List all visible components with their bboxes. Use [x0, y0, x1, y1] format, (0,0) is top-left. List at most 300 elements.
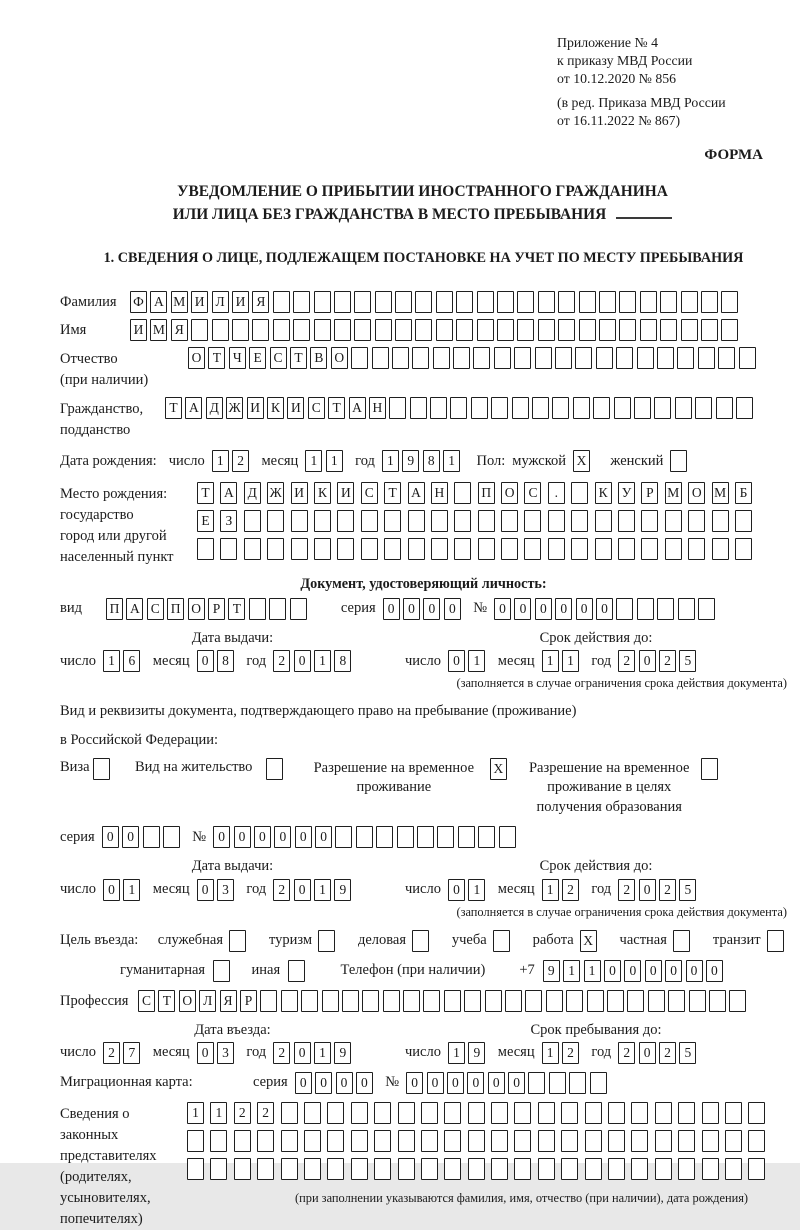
char-cell[interactable]: 0	[122, 826, 139, 848]
char-cell[interactable]	[354, 319, 371, 341]
char-cell[interactable]	[392, 347, 409, 369]
char-cell[interactable]	[678, 1102, 695, 1124]
char-cell[interactable]	[471, 397, 488, 419]
char-cell[interactable]: 0	[444, 598, 461, 620]
char-cell[interactable]	[468, 1158, 485, 1180]
char-cell[interactable]: 0	[336, 1072, 353, 1094]
char-cell[interactable]: 1	[103, 650, 120, 672]
char-cell[interactable]	[423, 990, 440, 1012]
char-cell[interactable]: 1	[468, 650, 485, 672]
char-cell[interactable]	[493, 930, 510, 952]
char-cell[interactable]	[273, 291, 290, 313]
char-cell[interactable]	[716, 397, 733, 419]
char-cell[interactable]	[725, 1158, 742, 1180]
char-cell[interactable]	[677, 347, 694, 369]
char-cell[interactable]	[655, 1130, 672, 1152]
char-cell[interactable]	[660, 291, 677, 313]
char-cell[interactable]	[485, 990, 502, 1012]
char-cell[interactable]	[538, 1130, 555, 1152]
char-cell[interactable]: 1	[542, 1042, 559, 1064]
char-cell[interactable]	[395, 319, 412, 341]
char-cell[interactable]: И	[291, 482, 308, 504]
char-cell[interactable]	[619, 319, 636, 341]
char-cell[interactable]	[468, 1130, 485, 1152]
char-cell[interactable]	[210, 1158, 227, 1180]
char-cell[interactable]	[575, 347, 592, 369]
char-cell[interactable]: 1	[123, 879, 140, 901]
char-cell[interactable]	[561, 1158, 578, 1180]
char-cell[interactable]	[491, 397, 508, 419]
char-cell[interactable]: П	[167, 598, 184, 620]
char-cell[interactable]	[607, 990, 624, 1012]
char-cell[interactable]	[599, 291, 616, 313]
char-cell[interactable]: С	[147, 598, 164, 620]
char-cell[interactable]	[314, 510, 331, 532]
char-cell[interactable]	[608, 1158, 625, 1180]
char-cell[interactable]	[514, 347, 531, 369]
char-cell[interactable]	[327, 1102, 344, 1124]
char-cell[interactable]	[665, 538, 682, 560]
char-cell[interactable]: И	[337, 482, 354, 504]
char-cell[interactable]	[648, 990, 665, 1012]
char-cell[interactable]	[415, 291, 432, 313]
char-cell[interactable]	[468, 1102, 485, 1124]
char-cell[interactable]	[593, 397, 610, 419]
char-cell[interactable]	[477, 319, 494, 341]
char-cell[interactable]	[561, 1102, 578, 1124]
char-cell[interactable]	[641, 538, 658, 560]
char-cell[interactable]	[444, 1130, 461, 1152]
char-cell[interactable]	[637, 598, 654, 620]
char-cell[interactable]	[376, 826, 393, 848]
char-cell[interactable]	[431, 510, 448, 532]
char-cell[interactable]: 0	[197, 1042, 214, 1064]
char-cell[interactable]	[212, 319, 229, 341]
char-cell[interactable]	[525, 990, 542, 1012]
char-cell[interactable]: Р	[208, 598, 225, 620]
char-cell[interactable]: 8	[423, 450, 440, 472]
char-cell[interactable]: 0	[448, 650, 465, 672]
char-cell[interactable]	[548, 510, 565, 532]
char-cell[interactable]: 8	[217, 650, 234, 672]
char-cell[interactable]	[281, 990, 298, 1012]
char-cell[interactable]	[595, 538, 612, 560]
char-cell[interactable]: 9	[402, 450, 419, 472]
char-cell[interactable]	[314, 291, 331, 313]
char-cell[interactable]: Ж	[267, 482, 284, 504]
char-cell[interactable]	[571, 510, 588, 532]
char-cell[interactable]	[281, 1130, 298, 1152]
char-cell[interactable]	[561, 1130, 578, 1152]
char-cell[interactable]	[681, 291, 698, 313]
char-cell[interactable]	[654, 397, 671, 419]
char-cell[interactable]	[337, 538, 354, 560]
char-cell[interactable]: 0	[508, 1072, 525, 1094]
char-cell[interactable]	[735, 538, 752, 560]
char-cell[interactable]	[398, 1102, 415, 1124]
char-cell[interactable]: Р	[240, 990, 257, 1012]
char-cell[interactable]	[590, 1072, 607, 1094]
char-cell[interactable]: Т	[328, 397, 345, 419]
char-cell[interactable]: 0	[295, 826, 312, 848]
char-cell[interactable]	[244, 510, 261, 532]
char-cell[interactable]	[501, 538, 518, 560]
char-cell[interactable]	[538, 319, 555, 341]
char-cell[interactable]	[538, 1158, 555, 1180]
char-cell[interactable]: П	[106, 598, 123, 620]
char-cell[interactable]	[234, 1158, 251, 1180]
char-cell[interactable]: 0	[294, 1042, 311, 1064]
char-cell[interactable]: Т	[208, 347, 225, 369]
char-cell[interactable]	[655, 1102, 672, 1124]
char-cell[interactable]	[453, 347, 470, 369]
char-cell[interactable]: 1	[314, 650, 331, 672]
char-cell[interactable]	[304, 1130, 321, 1152]
char-cell[interactable]: Н	[369, 397, 386, 419]
char-cell[interactable]	[514, 1102, 531, 1124]
char-cell[interactable]	[187, 1130, 204, 1152]
char-cell[interactable]: 0	[213, 826, 230, 848]
char-cell[interactable]	[596, 347, 613, 369]
char-cell[interactable]: Р	[641, 482, 658, 504]
char-cell[interactable]	[398, 1130, 415, 1152]
char-cell[interactable]	[322, 990, 339, 1012]
char-cell[interactable]: 9	[334, 1042, 351, 1064]
char-cell[interactable]	[558, 319, 575, 341]
char-cell[interactable]: 1	[542, 879, 559, 901]
char-cell[interactable]	[436, 319, 453, 341]
char-cell[interactable]	[415, 319, 432, 341]
char-cell[interactable]	[342, 990, 359, 1012]
char-cell[interactable]	[93, 758, 110, 780]
char-cell[interactable]: 2	[618, 1042, 635, 1064]
char-cell[interactable]: К	[595, 482, 612, 504]
char-cell[interactable]: 1	[584, 960, 601, 982]
char-cell[interactable]: Т	[197, 482, 214, 504]
char-cell[interactable]: М	[171, 291, 188, 313]
char-cell[interactable]	[421, 1102, 438, 1124]
char-cell[interactable]: 0	[295, 1072, 312, 1094]
char-cell[interactable]	[417, 826, 434, 848]
char-cell[interactable]	[631, 1158, 648, 1180]
char-cell[interactable]	[249, 598, 266, 620]
char-cell[interactable]: Т	[384, 482, 401, 504]
char-cell[interactable]	[721, 319, 738, 341]
char-cell[interactable]	[257, 1158, 274, 1180]
char-cell[interactable]	[454, 510, 471, 532]
char-cell[interactable]	[395, 291, 412, 313]
char-cell[interactable]	[232, 319, 249, 341]
char-cell[interactable]: 0	[535, 598, 552, 620]
char-cell[interactable]	[444, 1158, 461, 1180]
char-cell[interactable]	[721, 291, 738, 313]
char-cell[interactable]: 0	[448, 879, 465, 901]
char-cell[interactable]	[374, 1158, 391, 1180]
char-cell[interactable]: Д	[244, 482, 261, 504]
char-cell[interactable]	[478, 538, 495, 560]
char-cell[interactable]	[293, 291, 310, 313]
char-cell[interactable]	[491, 1158, 508, 1180]
char-cell[interactable]: X	[573, 450, 590, 472]
char-cell[interactable]: Т	[158, 990, 175, 1012]
char-cell[interactable]: 1	[382, 450, 399, 472]
char-cell[interactable]	[524, 538, 541, 560]
char-cell[interactable]: 0	[234, 826, 251, 848]
char-cell[interactable]	[356, 826, 373, 848]
char-cell[interactable]: 0	[639, 1042, 656, 1064]
char-cell[interactable]	[497, 291, 514, 313]
char-cell[interactable]	[375, 291, 392, 313]
char-cell[interactable]	[191, 319, 208, 341]
char-cell[interactable]	[698, 598, 715, 620]
char-cell[interactable]	[512, 397, 529, 419]
char-cell[interactable]: Т	[290, 347, 307, 369]
char-cell[interactable]	[334, 291, 351, 313]
char-cell[interactable]	[267, 510, 284, 532]
char-cell[interactable]	[631, 1130, 648, 1152]
char-cell[interactable]	[288, 960, 305, 982]
char-cell[interactable]	[301, 990, 318, 1012]
char-cell[interactable]	[403, 990, 420, 1012]
char-cell[interactable]: 0	[596, 598, 613, 620]
char-cell[interactable]	[454, 482, 471, 504]
char-cell[interactable]	[361, 538, 378, 560]
char-cell[interactable]	[491, 1130, 508, 1152]
char-cell[interactable]: Ч	[229, 347, 246, 369]
char-cell[interactable]	[595, 510, 612, 532]
char-cell[interactable]: 1	[468, 879, 485, 901]
char-cell[interactable]	[736, 397, 753, 419]
char-cell[interactable]	[698, 347, 715, 369]
char-cell[interactable]	[458, 826, 475, 848]
char-cell[interactable]: 0	[197, 879, 214, 901]
char-cell[interactable]	[681, 319, 698, 341]
char-cell[interactable]: 1	[563, 960, 580, 982]
char-cell[interactable]	[351, 1130, 368, 1152]
char-cell[interactable]	[702, 1158, 719, 1180]
char-cell[interactable]: 0	[383, 598, 400, 620]
char-cell[interactable]	[702, 1130, 719, 1152]
char-cell[interactable]	[304, 1102, 321, 1124]
char-cell[interactable]: 0	[706, 960, 723, 982]
char-cell[interactable]	[454, 538, 471, 560]
char-cell[interactable]: 2	[257, 1102, 274, 1124]
char-cell[interactable]: 0	[494, 598, 511, 620]
char-cell[interactable]	[335, 826, 352, 848]
char-cell[interactable]	[398, 1158, 415, 1180]
char-cell[interactable]	[421, 1158, 438, 1180]
char-cell[interactable]: М	[150, 319, 167, 341]
char-cell[interactable]: 1	[210, 1102, 227, 1124]
char-cell[interactable]	[678, 1158, 695, 1180]
char-cell[interactable]	[266, 758, 283, 780]
char-cell[interactable]	[291, 538, 308, 560]
char-cell[interactable]	[599, 319, 616, 341]
char-cell[interactable]: Я	[171, 319, 188, 341]
char-cell[interactable]	[269, 598, 286, 620]
char-cell[interactable]: 0	[103, 879, 120, 901]
char-cell[interactable]: X	[580, 930, 597, 952]
char-cell[interactable]: 0	[403, 598, 420, 620]
char-cell[interactable]: 9	[334, 879, 351, 901]
char-cell[interactable]: А	[349, 397, 366, 419]
char-cell[interactable]	[729, 990, 746, 1012]
char-cell[interactable]	[673, 930, 690, 952]
char-cell[interactable]	[618, 538, 635, 560]
char-cell[interactable]	[273, 319, 290, 341]
char-cell[interactable]	[450, 397, 467, 419]
char-cell[interactable]: 1	[562, 650, 579, 672]
char-cell[interactable]	[410, 397, 427, 419]
char-cell[interactable]: 1	[305, 450, 322, 472]
char-cell[interactable]: 2	[103, 1042, 120, 1064]
char-cell[interactable]: 2	[618, 650, 635, 672]
char-cell[interactable]	[444, 990, 461, 1012]
char-cell[interactable]	[678, 1130, 695, 1152]
char-cell[interactable]: Л	[212, 291, 229, 313]
char-cell[interactable]	[571, 482, 588, 504]
char-cell[interactable]: 0	[686, 960, 703, 982]
char-cell[interactable]: Л	[199, 990, 216, 1012]
char-cell[interactable]: 1	[187, 1102, 204, 1124]
char-cell[interactable]	[304, 1158, 321, 1180]
char-cell[interactable]	[456, 291, 473, 313]
char-cell[interactable]	[436, 291, 453, 313]
char-cell[interactable]: 0	[639, 879, 656, 901]
char-cell[interactable]	[257, 1130, 274, 1152]
char-cell[interactable]: З	[220, 510, 237, 532]
char-cell[interactable]: 0	[645, 960, 662, 982]
char-cell[interactable]	[712, 538, 729, 560]
char-cell[interactable]	[412, 347, 429, 369]
char-cell[interactable]	[655, 1158, 672, 1180]
char-cell[interactable]: 0	[555, 598, 572, 620]
char-cell[interactable]	[187, 1158, 204, 1180]
char-cell[interactable]: 1	[443, 450, 460, 472]
char-cell[interactable]: М	[712, 482, 729, 504]
char-cell[interactable]: 0	[315, 826, 332, 848]
char-cell[interactable]	[689, 990, 706, 1012]
char-cell[interactable]	[314, 538, 331, 560]
char-cell[interactable]	[244, 538, 261, 560]
char-cell[interactable]	[383, 990, 400, 1012]
char-cell[interactable]	[505, 990, 522, 1012]
char-cell[interactable]: 0	[514, 598, 531, 620]
char-cell[interactable]	[616, 347, 633, 369]
char-cell[interactable]	[748, 1102, 765, 1124]
char-cell[interactable]: 9	[543, 960, 560, 982]
char-cell[interactable]: 0	[315, 1072, 332, 1094]
char-cell[interactable]: 0	[576, 598, 593, 620]
char-cell[interactable]: Ф	[130, 291, 147, 313]
char-cell[interactable]	[412, 930, 429, 952]
char-cell[interactable]	[384, 510, 401, 532]
char-cell[interactable]	[408, 510, 425, 532]
char-cell[interactable]: 0	[488, 1072, 505, 1094]
char-cell[interactable]: В	[310, 347, 327, 369]
char-cell[interactable]	[327, 1158, 344, 1180]
char-cell[interactable]: X	[490, 758, 507, 780]
char-cell[interactable]	[618, 510, 635, 532]
char-cell[interactable]: 2	[232, 450, 249, 472]
char-cell[interactable]: С	[270, 347, 287, 369]
char-cell[interactable]	[318, 930, 335, 952]
char-cell[interactable]	[549, 1072, 566, 1094]
char-cell[interactable]	[351, 1102, 368, 1124]
char-cell[interactable]	[514, 1158, 531, 1180]
char-cell[interactable]: К	[314, 482, 331, 504]
char-cell[interactable]: А	[185, 397, 202, 419]
char-cell[interactable]: 0	[254, 826, 271, 848]
char-cell[interactable]	[670, 450, 687, 472]
char-cell[interactable]	[375, 319, 392, 341]
char-cell[interactable]	[351, 347, 368, 369]
char-cell[interactable]	[718, 347, 735, 369]
char-cell[interactable]	[619, 291, 636, 313]
char-cell[interactable]: 0	[665, 960, 682, 982]
char-cell[interactable]	[566, 990, 583, 1012]
char-cell[interactable]	[517, 319, 534, 341]
char-cell[interactable]	[535, 347, 552, 369]
char-cell[interactable]: 0	[467, 1072, 484, 1094]
char-cell[interactable]: 2	[562, 879, 579, 901]
char-cell[interactable]	[616, 598, 633, 620]
char-cell[interactable]: 0	[294, 650, 311, 672]
char-cell[interactable]: И	[287, 397, 304, 419]
char-cell[interactable]	[702, 1102, 719, 1124]
char-cell[interactable]: Я	[220, 990, 237, 1012]
char-cell[interactable]: 1	[326, 450, 343, 472]
char-cell[interactable]	[327, 1130, 344, 1152]
char-cell[interactable]	[494, 347, 511, 369]
char-cell[interactable]: У	[618, 482, 635, 504]
char-cell[interactable]: Т	[228, 598, 245, 620]
char-cell[interactable]: 1	[314, 1042, 331, 1064]
char-cell[interactable]	[641, 510, 658, 532]
char-cell[interactable]	[735, 510, 752, 532]
char-cell[interactable]	[290, 598, 307, 620]
char-cell[interactable]: Т	[165, 397, 182, 419]
char-cell[interactable]	[631, 1102, 648, 1124]
char-cell[interactable]: Д	[206, 397, 223, 419]
char-cell[interactable]	[372, 347, 389, 369]
char-cell[interactable]	[585, 1102, 602, 1124]
char-cell[interactable]	[660, 319, 677, 341]
char-cell[interactable]: 2	[273, 879, 290, 901]
char-cell[interactable]	[548, 538, 565, 560]
char-cell[interactable]	[640, 319, 657, 341]
char-cell[interactable]	[281, 1158, 298, 1180]
char-cell[interactable]	[552, 397, 569, 419]
char-cell[interactable]: 0	[639, 650, 656, 672]
char-cell[interactable]	[569, 1072, 586, 1094]
char-cell[interactable]	[397, 826, 414, 848]
char-cell[interactable]	[725, 1102, 742, 1124]
char-cell[interactable]: И	[247, 397, 264, 419]
char-cell[interactable]	[640, 291, 657, 313]
char-cell[interactable]	[291, 510, 308, 532]
char-cell[interactable]	[657, 347, 674, 369]
char-cell[interactable]: О	[179, 990, 196, 1012]
char-cell[interactable]	[163, 826, 180, 848]
char-cell[interactable]: 2	[659, 879, 676, 901]
char-cell[interactable]	[229, 930, 246, 952]
char-cell[interactable]	[668, 990, 685, 1012]
char-cell[interactable]	[748, 1130, 765, 1152]
char-cell[interactable]: О	[501, 482, 518, 504]
char-cell[interactable]: 0	[406, 1072, 423, 1094]
char-cell[interactable]: И	[191, 291, 208, 313]
